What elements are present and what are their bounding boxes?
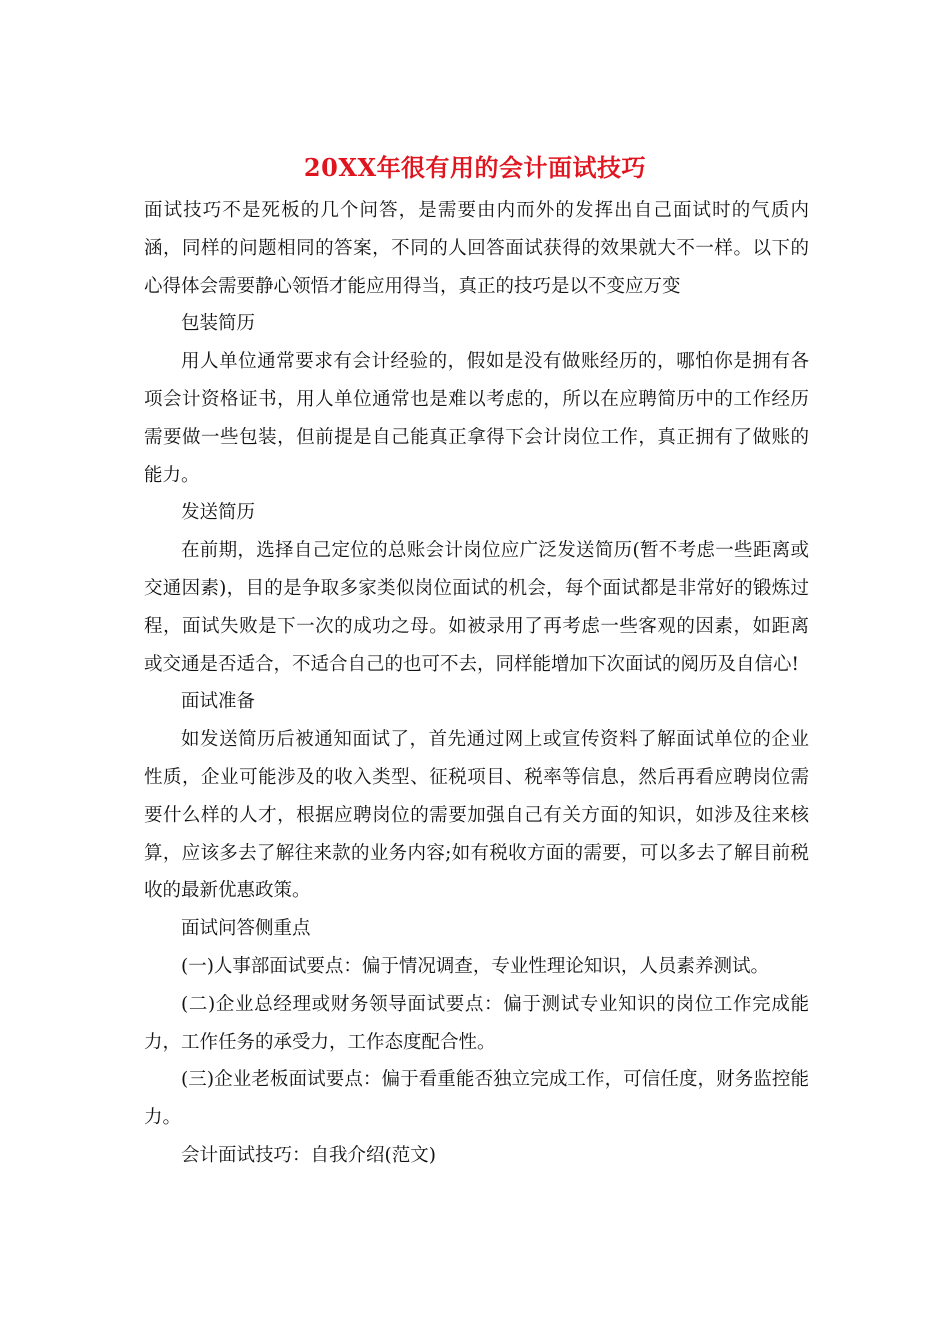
paragraph-send-resume: 在前期，选择自己定位的总账会计岗位应广泛发送简历(暂不考虑一些距离或交通因素)，目的是争取多家类似岗位面试的机会，每个面试都是非常好的锻炼过程，面试失败是下一次的成功之母。如被录用了再考虑一些客观的因素，如距离或交通是否适合，不适合自己的也可不去，同样能增加下次面试的阅历及自信心! [144, 540, 809, 675]
paragraph-intro: 面试技巧不是死板的几个问答，是需要由内而外的发挥出自己面试时的气质内涵，同样的问题相同的答案，不同的人回答面试获得的效果就大不一样。以下的心得体会需要静心领悟才能应用得当，真正的技巧是以不变应万变 [144, 200, 809, 297]
section-heading-interview-prep: 面试准备 [181, 691, 256, 713]
section-heading-self-intro: 会计面试技巧：自我介绍(范文) [181, 1144, 436, 1166]
paragraph-resume-packaging: 用人单位通常要求有会计经验的，假如是没有做账经历的，哪怕你是拥有各项会计资格证书，用人单位通常也是难以考虑的，所以在应聘简历中的工作经历需要做一些包装，但前提是自己能真正拿得下会计岗位工作，真正拥有了做账的能力。 [144, 351, 809, 486]
document-title: 20XX年很有用的会计面试技巧 [303, 153, 647, 182]
section-heading-qa-focus: 面试问答侧重点 [181, 918, 311, 940]
paragraph-interview-prep: 如发送简历后被通知面试了，首先通过网上或宣传资料了解面试单位的企业性质，企业可能涉及的收入类型、征税项目、税率等信息，然后再看应聘岗位需要什么样的人才，根据应聘岗位的需要加强自己有关方面的知识，如涉及往来核算，应该多去了解往来款的业务内容;如有税收方面的需要，可以多去了解目前税收的最新优惠政策。 [144, 729, 809, 902]
paragraph-qa-boss: (三)企业老板面试要点：偏于看重能否独立完成工作，可信任度，财务监控能力。 [144, 1069, 809, 1129]
document-body [144, 192, 809, 1175]
section-heading-resume-packaging: 包装简历 [181, 313, 256, 335]
paragraph-qa-manager: (二)企业总经理或财务领导面试要点：偏于测试专业知识的岗位工作完成能力，工作任务的承受力，工作态度配合性。 [144, 993, 809, 1053]
paragraph-qa-hr: (一)人事部面试要点：偏于情况调查，专业性理论知识，人员素养测试。 [181, 955, 769, 977]
section-heading-send-resume: 发送简历 [181, 502, 256, 524]
